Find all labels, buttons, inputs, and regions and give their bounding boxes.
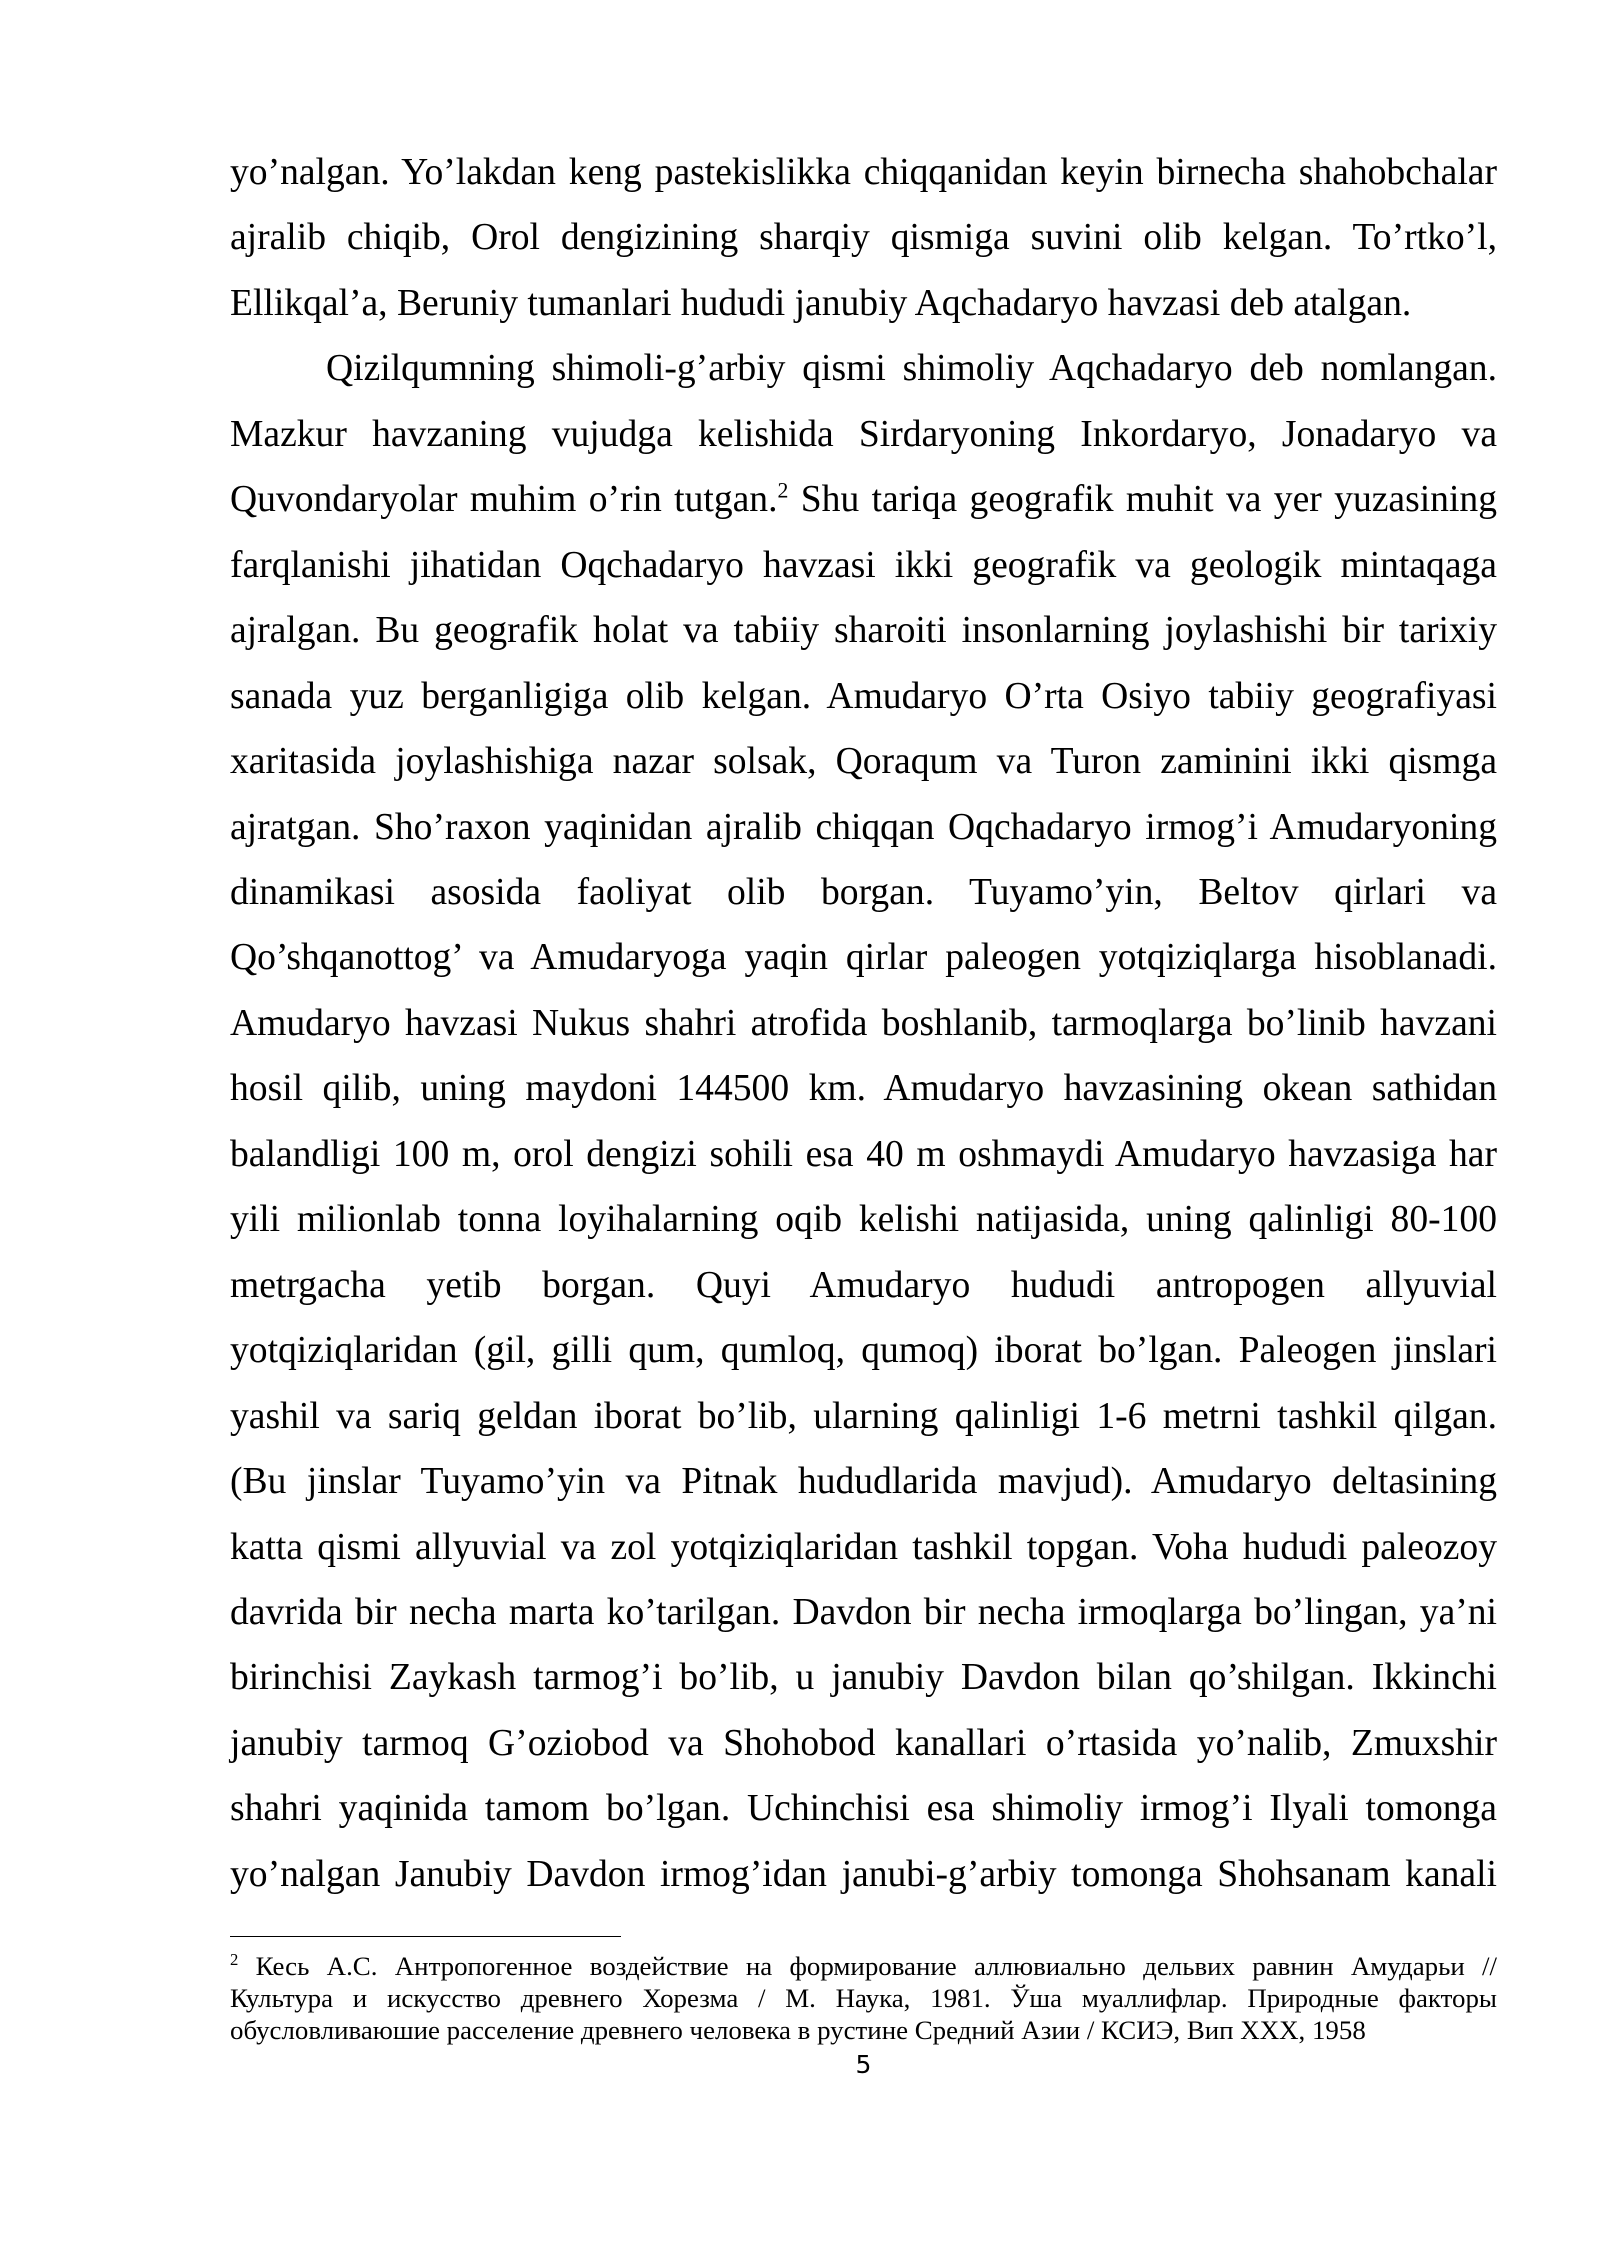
footnote-line — [230, 1950, 1497, 1982]
text-line: yotqiziqlaridan (gil, gilli qum, qumloq, qumoq) iborat bo’lgan. Paleogen jinslari — [230, 1330, 1497, 1372]
text-line: sanada yuz berganligiga olib kelgan. Amudaryo O’rta Osiyo tabiiy geografiyasi — [230, 675, 1497, 717]
text-segment: Quvondaryolar muhim o’rin tutgan. — [230, 479, 778, 521]
paragraph — [230, 140, 1497, 336]
footnote-mark: 2 — [230, 1950, 239, 1970]
text-line: (Bu jinslar Tuyamo’yin va Pitnak hududlarida mavjud). Amudaryo deltasining — [230, 1461, 1497, 1503]
text-line: yashil va sariq geldan iborat bo’lib, ularning qalinligi 1-6 metrni tashkil qilgan. — [230, 1395, 1497, 1437]
text-line: katta qismi allyuvial va zol yotqiziqlaridan tashkil topgan. Voha hududi paleozoy — [230, 1526, 1497, 1568]
paragraph — [230, 336, 1497, 1907]
text-line: Qizilqumning shimoli-g’arbiy qismi shimoliy Aqchadaryo deb nomlangan. — [326, 348, 1497, 390]
text-line: yo’nalgan. Yo’lakdan keng pastekislikka chiqqanidan keyin birnecha shahobchalar — [230, 152, 1497, 193]
text-line-with-note — [230, 467, 1497, 532]
text-line: janubiy tarmoq G’oziobod va Shohobod kanallari o’rtasida yo’nalib, Zmuxshir — [230, 1722, 1497, 1764]
footnote-separator — [230, 1936, 621, 1937]
text-line: dinamikasi asosida faoliyat olib borgan. Tuyamo’yin, Beltov qirlari va — [230, 871, 1497, 913]
text-line: ajratgan. Sho’raxon yaqinidan ajralib chiqqan Oqchadaryo irmog’i Amudaryoning — [230, 806, 1497, 848]
text-line: metrgacha yetib borgan. Quyi Amudaryo hududi antropogen allyuvial — [230, 1264, 1497, 1306]
body-text — [230, 140, 1497, 1907]
footnote-line: обусловливаюшие расселение древнего человека в рустине Средний Азии / КСИЭ, Вип XXX, 1958 — [230, 2015, 1366, 2045]
text-line: hosil qilib, uning maydoni 144500 km. Amudaryo havzasining okean sathidan — [230, 1068, 1497, 1110]
text-line: Amudaryo havzasi Nukus shahri atrofida boshlanib, tarmoqlarga bo’linib havzani — [230, 1002, 1497, 1044]
text-line: Qo’shqanottog’ va Amudaryoga yaqin qirlar paleogen yotqiziqlarga hisoblanadi. — [230, 937, 1497, 979]
text-line: xaritasida joylashishiga nazar solsak, Qoraqum va Turon zaminini ikki qismga — [230, 741, 1497, 783]
footnote-text: Кесь А.С. Антропогенное воздействие на формирование аллювиально дельвих равнин Амударьи // — [255, 1951, 1497, 1981]
text-line: farqlanishi jihatidan Oqchadaryo havzasi ikki geografik va geologik mintaqaga — [230, 544, 1497, 586]
text-line: yili milionlab tonna loyihalarning oqib kelishi natijasida, uning qalinligi 80-100 — [230, 1199, 1497, 1241]
text-line: ajralib chiqib, Orol dengizining sharqiy qismiga suvini olib kelgan. To’rtko’l, — [230, 217, 1497, 259]
text-line: shahri yaqinida tamom bo’lgan. Uchinchisi esa shimoliy irmog’i Ilyali tomonga — [230, 1788, 1497, 1830]
text-line: Ellikqal’a, Beruniy tumanlari hududi janubiy Aqchadaryo havzasi deb atalgan. — [230, 282, 1412, 324]
text-line: davrida bir necha marta ko’tarilgan. Davdon bir necha irmoqlarga bo’lingan, ya’ni — [230, 1591, 1497, 1633]
text-line: yo’nalgan Janubiy Davdon irmog’idan janubi-g’arbiy tomonga Shohsanam kanali — [230, 1853, 1497, 1895]
text-line: balandligi 100 m, orol dengizi sohili esa 40 m oshmaydi Amudaryo havzasiga har — [230, 1133, 1497, 1175]
text-segment: Shu tariqa geografik muhit va yer yuzasining — [800, 479, 1497, 521]
footnote-line: Культура и искусство древнего Хорезма / М. Наука, 1981. Ўша муаллифлар. Природные факторы — [230, 1983, 1497, 2013]
text-line: ajralgan. Bu geografik holat va tabiiy sharoiti insonlarning joylashishi bir tarixiy — [230, 610, 1497, 652]
footnote-reference: 2 — [777, 478, 789, 503]
page-number: 5 — [855, 2050, 872, 2079]
text-line: birinchisi Zaykash tarmog’i bo’lib, u janubiy Davdon bilan qo’shilgan. Ikkinchi — [230, 1657, 1497, 1699]
footnote — [230, 1950, 1497, 2046]
text-line: Mazkur havzaning vujudga kelishida Sirdaryoning Inkordaryo, Jonadaryo va — [230, 413, 1497, 455]
